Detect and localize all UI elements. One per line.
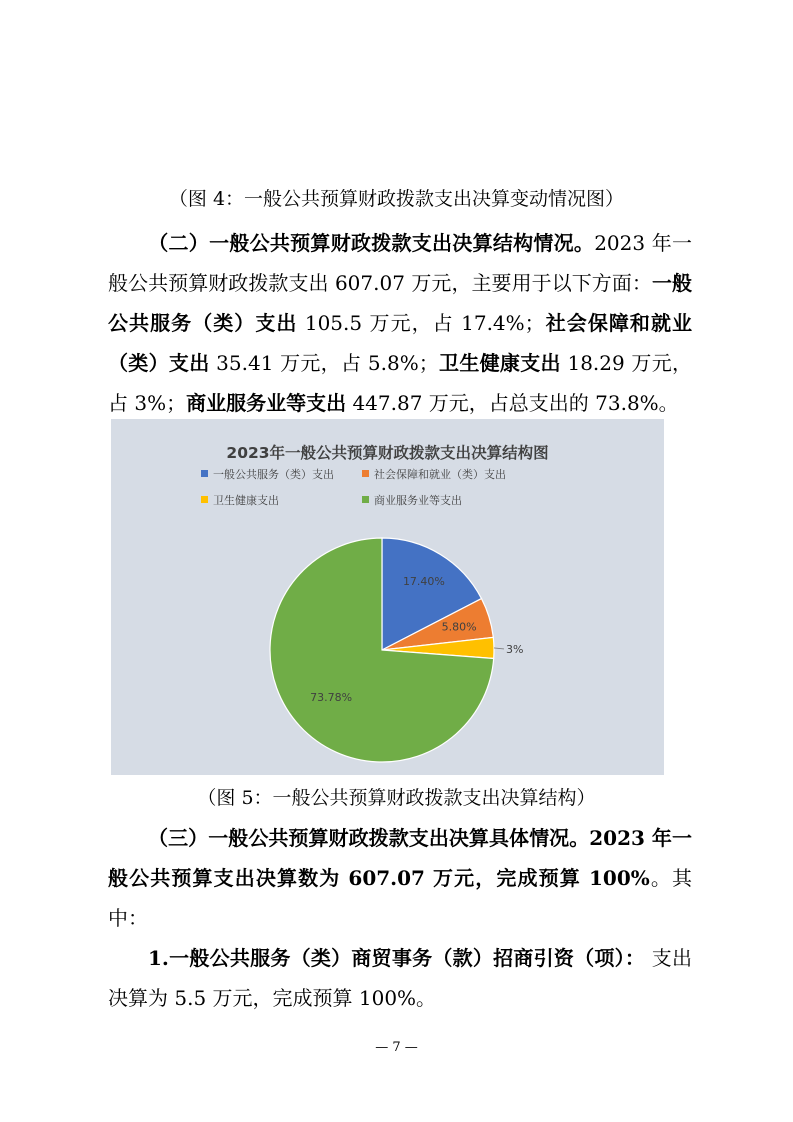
item-investment-label: 1.一般公共服务（类）商贸事务（款）招商引资（项）： [148,946,646,970]
legend-label: 商业服务业等支出 [374,494,462,507]
item-general-services-text: 105.5 万元，占 17.4%； [297,311,545,335]
data-label: 5.80% [441,620,477,634]
section-3-heading: （三）一般公共预算财政拨款支出决算具体情况。2023 年一般公共预算支出决算数为 607.07 万元，完成预算 100% [108,826,692,890]
item-social-security-label: 社会保障和就业（类）支出 [108,311,693,375]
pie-chart [111,419,664,775]
legend-label: 卫生健康支出 [213,494,279,507]
legend-label: 社会保障和就业（类）支出 [374,468,506,481]
legend-label: 一般公共服务（类）支出 [213,468,334,481]
figure-4-caption: （图 4：一般公共预算财政拨款支出决算变动情况图） [168,188,625,210]
item-health-label: 卫生健康支出 [438,351,561,375]
section-3-heading-tail: 。其中： [108,866,693,930]
data-label: 73.78% [310,691,353,705]
item-commerce-label: 商业服务业等支出 [186,391,347,415]
section-3-paragraph [108,818,692,1018]
item-commerce-text: 447.87 万元，占总支出的 73.8%。 [346,391,679,415]
chart-title: 2023年一般公共预算财政拨款支出决算结构图 [226,444,549,462]
data-label: 3% [505,642,524,656]
item-general-services-label: 一般公共服务（类）支出 [108,271,693,335]
item-investment-text: 支出决算为 5.5 万元，完成预算 100%。 [108,946,692,1010]
section-2-paragraph [108,223,692,423]
item-health-text: 18.29 万元，占 3%； [108,351,692,415]
data-label: 17.40% [402,575,445,589]
pie-plot-area [111,419,664,775]
section-2-heading: （二）一般公共预算财政拨款支出决算结构情况。 [148,231,595,255]
item-social-security-text: 35.41 万元，占 5.8%； [209,351,439,375]
figure-5-caption: （图 5：一般公共预算财政拨款支出决算结构） [197,787,596,809]
page-number: — 7 — [375,1040,418,1055]
section-2-intro: 2023 年一般公共预算财政拨款支出 607.07 万元，主要用于以下方面： [108,231,692,295]
leader-line [494,648,504,649]
